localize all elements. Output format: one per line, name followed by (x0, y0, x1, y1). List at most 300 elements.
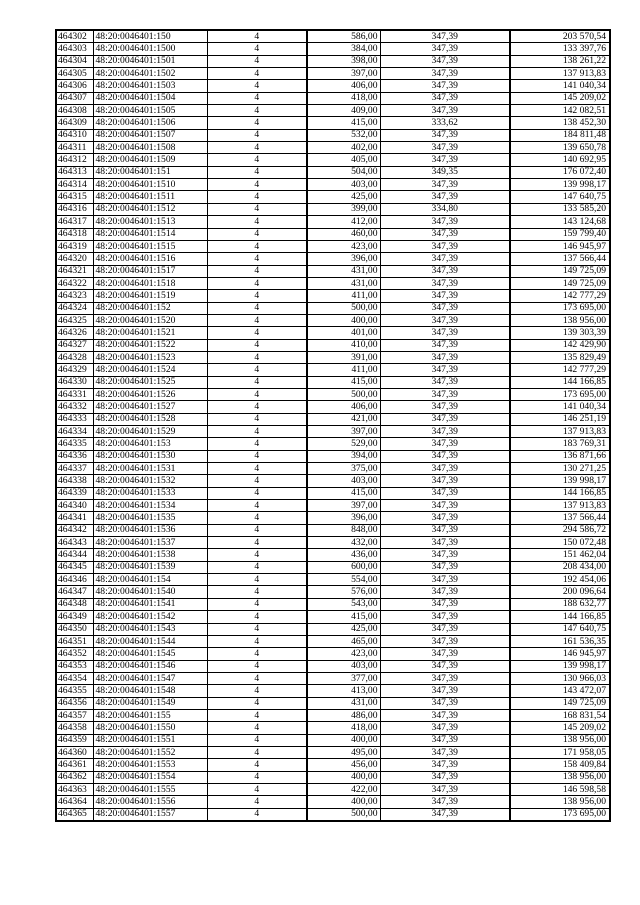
category-cell: 4 (207, 129, 307, 141)
rate-cell: 347,39 (380, 290, 510, 302)
rate-cell: 347,39 (380, 351, 510, 363)
row-number-cell: 464348 (56, 598, 93, 610)
area-cell: 418,00 (307, 722, 380, 734)
rate-cell: 347,39 (380, 697, 510, 709)
cadastral-value-cell: 141 040,34 (510, 401, 610, 413)
cadastral-value-cell: 143 124,68 (510, 216, 610, 228)
rate-cell: 347,39 (380, 685, 510, 697)
table-row (56, 475, 610, 487)
area-cell: 397,00 (307, 500, 380, 512)
area-cell: 423,00 (307, 240, 380, 252)
cadastral-number-cell: 48:20:0046401:1553 (93, 759, 207, 771)
cadastral-number-cell: 48:20:0046401:1549 (93, 697, 207, 709)
cadastral-number-cell: 48:20:0046401:1535 (93, 512, 207, 524)
category-cell: 4 (207, 808, 307, 821)
category-cell: 4 (207, 524, 307, 536)
cadastral-number-cell: 48:20:0046401:1541 (93, 598, 207, 610)
cadastral-number-cell: 48:20:0046401:1530 (93, 450, 207, 462)
row-number-cell: 464355 (56, 685, 93, 697)
cadastral-value-cell: 146 945,97 (510, 240, 610, 252)
area-cell: 576,00 (307, 586, 380, 598)
cadastral-value-cell: 142 777,29 (510, 290, 610, 302)
cadastral-number-cell: 48:20:0046401:1505 (93, 105, 207, 117)
cadastral-number-cell: 48:20:0046401:1551 (93, 734, 207, 746)
category-cell: 4 (207, 487, 307, 499)
category-cell: 4 (207, 771, 307, 783)
category-cell: 4 (207, 574, 307, 586)
row-number-cell: 464352 (56, 648, 93, 660)
category-cell: 4 (207, 759, 307, 771)
rate-cell: 347,39 (380, 105, 510, 117)
rate-cell: 333,62 (380, 117, 510, 129)
rate-cell: 347,39 (380, 376, 510, 388)
category-cell: 4 (207, 413, 307, 425)
table-row (56, 203, 610, 215)
cadastral-value-cell: 130 271,25 (510, 463, 610, 475)
row-number-cell: 464308 (56, 105, 93, 117)
row-number-cell: 464306 (56, 80, 93, 92)
cadastral-number-cell: 48:20:0046401:1525 (93, 376, 207, 388)
cadastral-value-cell: 149 725,09 (510, 265, 610, 277)
row-number-cell: 464346 (56, 574, 93, 586)
rate-cell: 347,39 (380, 438, 510, 450)
area-cell: 406,00 (307, 401, 380, 413)
table-row (56, 537, 610, 549)
cadastral-number-cell: 48:20:0046401:1514 (93, 228, 207, 240)
category-cell: 4 (207, 635, 307, 647)
row-number-cell: 464359 (56, 734, 93, 746)
cadastral-number-cell: 48:20:0046401:1536 (93, 524, 207, 536)
table-row (56, 265, 610, 277)
row-number-cell: 464358 (56, 722, 93, 734)
row-number-cell: 464357 (56, 709, 93, 721)
area-cell: 543,00 (307, 598, 380, 610)
row-number-cell: 464310 (56, 129, 93, 141)
category-cell: 4 (207, 537, 307, 549)
category-cell: 4 (207, 746, 307, 758)
cadastral-value-cell: 136 871,66 (510, 450, 610, 462)
area-cell: 405,00 (307, 154, 380, 166)
table-row (56, 561, 610, 573)
table-row (56, 327, 610, 339)
row-number-cell: 464332 (56, 401, 93, 413)
cadastral-value-cell: 146 598,58 (510, 783, 610, 795)
rate-cell: 347,39 (380, 43, 510, 55)
cadastral-number-cell: 48:20:0046401:152 (93, 302, 207, 314)
area-cell: 391,00 (307, 351, 380, 363)
category-cell: 4 (207, 80, 307, 92)
area-cell: 425,00 (307, 191, 380, 203)
category-cell: 4 (207, 672, 307, 684)
table-row (56, 388, 610, 400)
table-row (56, 191, 610, 203)
rate-cell: 347,39 (380, 598, 510, 610)
row-number-cell: 464356 (56, 697, 93, 709)
category-cell: 4 (207, 586, 307, 598)
cadastral-value-cell: 144 166,85 (510, 376, 610, 388)
row-number-cell: 464317 (56, 216, 93, 228)
area-cell: 848,00 (307, 524, 380, 536)
cadastral-value-cell: 168 831,54 (510, 709, 610, 721)
row-number-cell: 464339 (56, 487, 93, 499)
area-cell: 431,00 (307, 265, 380, 277)
row-number-cell: 464341 (56, 512, 93, 524)
category-cell: 4 (207, 709, 307, 721)
cadastral-value-cell: 171 958,05 (510, 746, 610, 758)
rate-cell: 347,39 (380, 808, 510, 821)
area-cell: 394,00 (307, 450, 380, 462)
table-row (56, 685, 610, 697)
rate-cell: 347,39 (380, 574, 510, 586)
category-cell: 4 (207, 166, 307, 178)
table-row (56, 808, 610, 821)
table-row (56, 364, 610, 376)
category-cell: 4 (207, 685, 307, 697)
cadastral-value-cell: 139 998,17 (510, 475, 610, 487)
cadastral-value-cell: 139 998,17 (510, 179, 610, 191)
rate-cell: 347,39 (380, 561, 510, 573)
cadastral-number-cell: 48:20:0046401:1515 (93, 240, 207, 252)
table-row (56, 253, 610, 265)
table-row (56, 438, 610, 450)
row-number-cell: 464307 (56, 92, 93, 104)
area-cell: 403,00 (307, 475, 380, 487)
category-cell: 4 (207, 475, 307, 487)
area-cell: 398,00 (307, 55, 380, 67)
row-number-cell: 464360 (56, 746, 93, 758)
row-number-cell: 464361 (56, 759, 93, 771)
cadastral-value-cell: 188 632,77 (510, 598, 610, 610)
cadastral-number-cell: 48:20:0046401:1548 (93, 685, 207, 697)
category-cell: 4 (207, 364, 307, 376)
table-row (56, 549, 610, 561)
row-number-cell: 464309 (56, 117, 93, 129)
cadastral-number-cell: 48:20:0046401:1546 (93, 660, 207, 672)
cadastral-number-cell: 48:20:0046401:1502 (93, 68, 207, 80)
cadastral-number-cell: 48:20:0046401:153 (93, 438, 207, 450)
rate-cell: 347,39 (380, 648, 510, 660)
row-number-cell: 464318 (56, 228, 93, 240)
cadastral-value-cell: 138 261,22 (510, 55, 610, 67)
table-row (56, 500, 610, 512)
rate-cell: 347,39 (380, 660, 510, 672)
area-cell: 403,00 (307, 179, 380, 191)
table-row (56, 660, 610, 672)
row-number-cell: 464336 (56, 450, 93, 462)
cadastral-number-cell: 48:20:0046401:1511 (93, 191, 207, 203)
area-cell: 460,00 (307, 228, 380, 240)
category-cell: 4 (207, 55, 307, 67)
rate-cell: 347,39 (380, 500, 510, 512)
area-cell: 415,00 (307, 376, 380, 388)
category-cell: 4 (207, 117, 307, 129)
table-row (56, 487, 610, 499)
row-number-cell: 464326 (56, 327, 93, 339)
cadastral-value-cell: 161 536,35 (510, 635, 610, 647)
rate-cell: 347,39 (380, 314, 510, 326)
category-cell: 4 (207, 549, 307, 561)
table-row (56, 611, 610, 623)
table-row (56, 426, 610, 438)
area-cell: 399,00 (307, 203, 380, 215)
area-cell: 402,00 (307, 142, 380, 154)
rate-cell: 347,39 (380, 30, 510, 43)
table-row (56, 759, 610, 771)
cadastral-number-cell: 48:20:0046401:1504 (93, 92, 207, 104)
cadastral-value-cell: 142 082,51 (510, 105, 610, 117)
area-cell: 436,00 (307, 549, 380, 561)
table-row (56, 524, 610, 536)
table-row (56, 154, 610, 166)
cadastral-number-cell: 48:20:0046401:154 (93, 574, 207, 586)
row-number-cell: 464314 (56, 179, 93, 191)
area-cell: 500,00 (307, 808, 380, 821)
category-cell: 4 (207, 351, 307, 363)
area-cell: 431,00 (307, 277, 380, 289)
row-number-cell: 464329 (56, 364, 93, 376)
cadastral-number-cell: 48:20:0046401:1518 (93, 277, 207, 289)
row-number-cell: 464333 (56, 413, 93, 425)
cadastral-value-cell: 135 829,49 (510, 351, 610, 363)
table-row (56, 166, 610, 178)
category-cell: 4 (207, 734, 307, 746)
cadastral-value-cell: 138 956,00 (510, 734, 610, 746)
area-cell: 423,00 (307, 648, 380, 660)
cadastral-number-cell: 48:20:0046401:1509 (93, 154, 207, 166)
table-row (56, 598, 610, 610)
cadastral-number-cell: 48:20:0046401:1528 (93, 413, 207, 425)
cadastral-number-cell: 48:20:0046401:1508 (93, 142, 207, 154)
row-number-cell: 464304 (56, 55, 93, 67)
area-cell: 421,00 (307, 413, 380, 425)
rate-cell: 347,39 (380, 475, 510, 487)
cadastral-number-cell: 48:20:0046401:1534 (93, 500, 207, 512)
row-number-cell: 464353 (56, 660, 93, 672)
table-row (56, 586, 610, 598)
cadastral-value-cell: 173 695,00 (510, 808, 610, 821)
row-number-cell: 464338 (56, 475, 93, 487)
row-number-cell: 464349 (56, 611, 93, 623)
row-number-cell: 464351 (56, 635, 93, 647)
category-cell: 4 (207, 648, 307, 660)
row-number-cell: 464337 (56, 463, 93, 475)
rate-cell: 347,39 (380, 129, 510, 141)
table-row (56, 672, 610, 684)
row-number-cell: 464364 (56, 796, 93, 808)
category-cell: 4 (207, 68, 307, 80)
cadastral-number-cell: 48:20:0046401:1519 (93, 290, 207, 302)
table-row (56, 339, 610, 351)
category-cell: 4 (207, 598, 307, 610)
row-number-cell: 464330 (56, 376, 93, 388)
table-row (56, 635, 610, 647)
rate-cell: 347,39 (380, 277, 510, 289)
area-cell: 413,00 (307, 685, 380, 697)
table-row (56, 277, 610, 289)
table-row (56, 783, 610, 795)
table-row (56, 796, 610, 808)
area-cell: 396,00 (307, 512, 380, 524)
rate-cell: 347,39 (380, 586, 510, 598)
cadastral-number-cell: 48:20:0046401:1532 (93, 475, 207, 487)
cadastral-number-cell: 48:20:0046401:1517 (93, 265, 207, 277)
row-number-cell: 464343 (56, 537, 93, 549)
area-cell: 400,00 (307, 796, 380, 808)
cadastral-value-cell: 139 998,17 (510, 660, 610, 672)
rate-cell: 347,39 (380, 672, 510, 684)
rate-cell: 347,39 (380, 549, 510, 561)
rate-cell: 347,39 (380, 216, 510, 228)
row-number-cell: 464342 (56, 524, 93, 536)
area-cell: 465,00 (307, 635, 380, 647)
category-cell: 4 (207, 339, 307, 351)
cadastral-number-cell: 48:20:0046401:151 (93, 166, 207, 178)
cadastral-value-cell: 137 566,44 (510, 512, 610, 524)
category-cell: 4 (207, 302, 307, 314)
table-row (56, 179, 610, 191)
cadastral-value-table (55, 29, 611, 822)
rate-cell: 347,39 (380, 327, 510, 339)
rate-cell: 347,39 (380, 240, 510, 252)
cadastral-value-cell: 138 956,00 (510, 796, 610, 808)
row-number-cell: 464320 (56, 253, 93, 265)
cadastral-value-cell: 141 040,34 (510, 80, 610, 92)
rate-cell: 347,39 (380, 302, 510, 314)
row-number-cell: 464331 (56, 388, 93, 400)
table-row (56, 722, 610, 734)
cadastral-number-cell: 48:20:0046401:1547 (93, 672, 207, 684)
row-number-cell: 464335 (56, 438, 93, 450)
cadastral-number-cell: 48:20:0046401:1542 (93, 611, 207, 623)
area-cell: 425,00 (307, 623, 380, 635)
area-cell: 406,00 (307, 80, 380, 92)
cadastral-number-cell: 48:20:0046401:1526 (93, 388, 207, 400)
rate-cell: 347,39 (380, 142, 510, 154)
rate-cell: 347,39 (380, 487, 510, 499)
area-cell: 415,00 (307, 487, 380, 499)
area-cell: 397,00 (307, 68, 380, 80)
rate-cell: 347,39 (380, 796, 510, 808)
row-number-cell: 464325 (56, 314, 93, 326)
category-cell: 4 (207, 154, 307, 166)
table-row (56, 80, 610, 92)
area-cell: 486,00 (307, 709, 380, 721)
rate-cell: 347,39 (380, 771, 510, 783)
cadastral-number-cell: 48:20:0046401:1538 (93, 549, 207, 561)
category-cell: 4 (207, 376, 307, 388)
rate-cell: 347,39 (380, 512, 510, 524)
table-row (56, 240, 610, 252)
area-cell: 422,00 (307, 783, 380, 795)
category-cell: 4 (207, 290, 307, 302)
category-cell: 4 (207, 92, 307, 104)
category-cell: 4 (207, 463, 307, 475)
table-row (56, 68, 610, 80)
area-cell: 532,00 (307, 129, 380, 141)
category-cell: 4 (207, 388, 307, 400)
category-cell: 4 (207, 179, 307, 191)
table-row (56, 709, 610, 721)
table-row (56, 648, 610, 660)
category-cell: 4 (207, 216, 307, 228)
category-cell: 4 (207, 438, 307, 450)
table-row (56, 401, 610, 413)
rate-cell: 347,39 (380, 55, 510, 67)
rate-cell: 347,39 (380, 339, 510, 351)
cadastral-value-cell: 158 409,84 (510, 759, 610, 771)
cadastral-number-cell: 48:20:0046401:1531 (93, 463, 207, 475)
table-row (56, 697, 610, 709)
cadastral-number-cell: 48:20:0046401:1501 (93, 55, 207, 67)
cadastral-value-cell: 149 725,09 (510, 277, 610, 289)
cadastral-value-cell: 139 650,78 (510, 142, 610, 154)
category-cell: 4 (207, 327, 307, 339)
rate-cell: 347,39 (380, 524, 510, 536)
rate-cell: 347,39 (380, 228, 510, 240)
table-row (56, 290, 610, 302)
row-number-cell: 464363 (56, 783, 93, 795)
cadastral-number-cell: 48:20:0046401:1533 (93, 487, 207, 499)
row-number-cell: 464316 (56, 203, 93, 215)
area-cell: 418,00 (307, 92, 380, 104)
category-cell: 4 (207, 783, 307, 795)
rate-cell: 347,39 (380, 401, 510, 413)
category-cell: 4 (207, 697, 307, 709)
category-cell: 4 (207, 660, 307, 672)
area-cell: 586,00 (307, 30, 380, 43)
cadastral-number-cell: 48:20:0046401:1540 (93, 586, 207, 598)
rate-cell: 347,39 (380, 364, 510, 376)
area-cell: 411,00 (307, 364, 380, 376)
cadastral-number-cell: 48:20:0046401:1539 (93, 561, 207, 573)
area-cell: 397,00 (307, 426, 380, 438)
area-cell: 400,00 (307, 734, 380, 746)
category-cell: 4 (207, 426, 307, 438)
rate-cell: 347,39 (380, 709, 510, 721)
table-row (56, 450, 610, 462)
rate-cell: 347,39 (380, 154, 510, 166)
cadastral-value-cell: 149 725,09 (510, 697, 610, 709)
rate-cell: 347,39 (380, 463, 510, 475)
row-number-cell: 464354 (56, 672, 93, 684)
cadastral-value-cell: 130 966,03 (510, 672, 610, 684)
table-row (56, 142, 610, 154)
cadastral-value-cell: 146 251,19 (510, 413, 610, 425)
cadastral-number-cell: 48:20:0046401:1524 (93, 364, 207, 376)
row-number-cell: 464347 (56, 586, 93, 598)
row-number-cell: 464323 (56, 290, 93, 302)
cadastral-number-cell: 48:20:0046401:150 (93, 30, 207, 43)
table-row (56, 105, 610, 117)
cadastral-value-cell: 139 303,39 (510, 327, 610, 339)
area-cell: 375,00 (307, 463, 380, 475)
cadastral-number-cell: 48:20:0046401:1520 (93, 314, 207, 326)
category-cell: 4 (207, 314, 307, 326)
rate-cell: 347,39 (380, 635, 510, 647)
cadastral-number-cell: 48:20:0046401:1555 (93, 783, 207, 795)
table-row (56, 376, 610, 388)
rate-cell: 334,80 (380, 203, 510, 215)
cadastral-number-cell: 48:20:0046401:155 (93, 709, 207, 721)
cadastral-number-cell: 48:20:0046401:1512 (93, 203, 207, 215)
cadastral-number-cell: 48:20:0046401:1507 (93, 129, 207, 141)
area-cell: 396,00 (307, 253, 380, 265)
cadastral-value-cell: 184 811,48 (510, 129, 610, 141)
area-cell: 554,00 (307, 574, 380, 586)
cadastral-value-cell: 147 640,75 (510, 191, 610, 203)
row-number-cell: 464302 (56, 30, 93, 43)
cadastral-value-cell: 203 570,54 (510, 30, 610, 43)
